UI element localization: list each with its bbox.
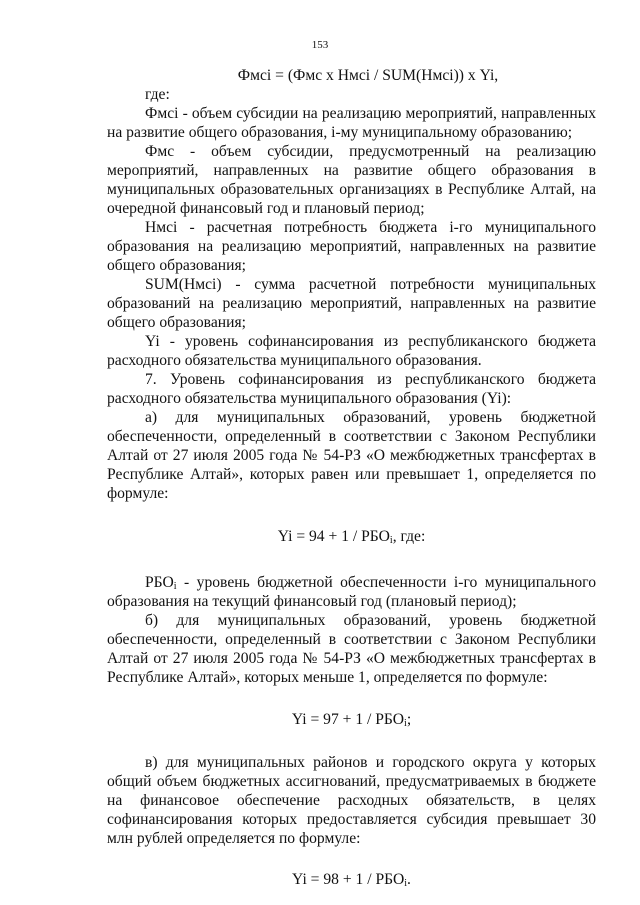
formula-main: Фмсi = (Фмс х Нмсi / SUM(Нмсi)) х Yi, [237, 67, 499, 84]
formula-b-sub: i [404, 718, 407, 729]
item-v: в) для муниципальных районов и городского округа у которых общий объем бюджетных ассигнований, предусматриваемых в бюджете на финансовое обеспечение расходных обязательств, в целях софинансирования которых предоставляется субсидия превышает 30 млн рублей определяется по формуле: [107, 754, 596, 847]
definition-rbo-prefix: РБО [145, 574, 174, 591]
definition-fms: Фмс - объем субсидии, предусмотренный на реализацию мероприятий, направленных на развитие общего образования в муниципальных образовательных организациях в Республике Алтай, на очередной финансовый год и плановый период; [107, 143, 596, 217]
formula-v [107, 870, 596, 889]
formula-a-tail: , где: [392, 528, 426, 545]
formula-v-tail: . [407, 871, 411, 888]
definition-yi: Yi - уровень софинансирования из республиканского бюджета расходного обязательства муниципального образования. [107, 333, 596, 369]
formula-a-main: Yi = 94 + 1 / РБО [277, 528, 390, 545]
definition-rbo-text: - уровень бюджетной обеспеченности i-го муниципального образования на текущий финансовый год (плановый период); [107, 574, 596, 610]
item-b: б) для муниципальных образований, уровень бюджетной обеспеченности, определенный в соответствии с Законом Республики Алтай от 27 июля 2005 года № 54-РЗ «О межбюджетных трансфертах в Республике Алтай», которых меньше 1, определяется по формуле: [107, 612, 596, 686]
definition-sum: SUM(Нмсi) - сумма расчетной потребности муниципальных образований на реализацию мероприятий, направленных на развитие общего образования; [107, 276, 596, 331]
formula-b-tail: ; [406, 711, 412, 728]
where-label: где: [145, 86, 170, 103]
item-7: 7. Уровень софинансирования из республиканского бюджета расходного обязательства муниципального образования (Yi): [107, 371, 596, 407]
formula-a [107, 527, 596, 546]
document-body [107, 66, 596, 889]
definition-fmsi: Фмсi - объем субсидии на реализацию мероприятий, направленных на развитие общего образования, i-му муниципальному образованию; [107, 105, 596, 141]
definition-rbo [107, 573, 596, 611]
definition-nmsi: Нмсi - расчетная потребность бюджета i-го муниципального образования на реализацию мероприятий, направленных на развитие общего образования; [107, 219, 596, 274]
item-a: а) для муниципальных образований, уровень бюджетной обеспеченности, определенный в соответствии с Законом Республики Алтай от 27 июля 2005 года № 54-РЗ «О межбюджетных трансфертах в Республике Алтай», которых равен или превышает 1, определяется по формуле: [107, 409, 596, 502]
formula-a-sub: i [389, 535, 393, 546]
formula-v-sub: i [404, 878, 408, 889]
formula-v-main: Yi = 98 + 1 / РБО [292, 871, 405, 888]
formula-b [107, 710, 596, 729]
definition-rbo-sub: i [173, 581, 177, 592]
page-number: 153 [311, 39, 329, 51]
formula-b-main: Yi = 97 + 1 / РБО [291, 711, 405, 728]
